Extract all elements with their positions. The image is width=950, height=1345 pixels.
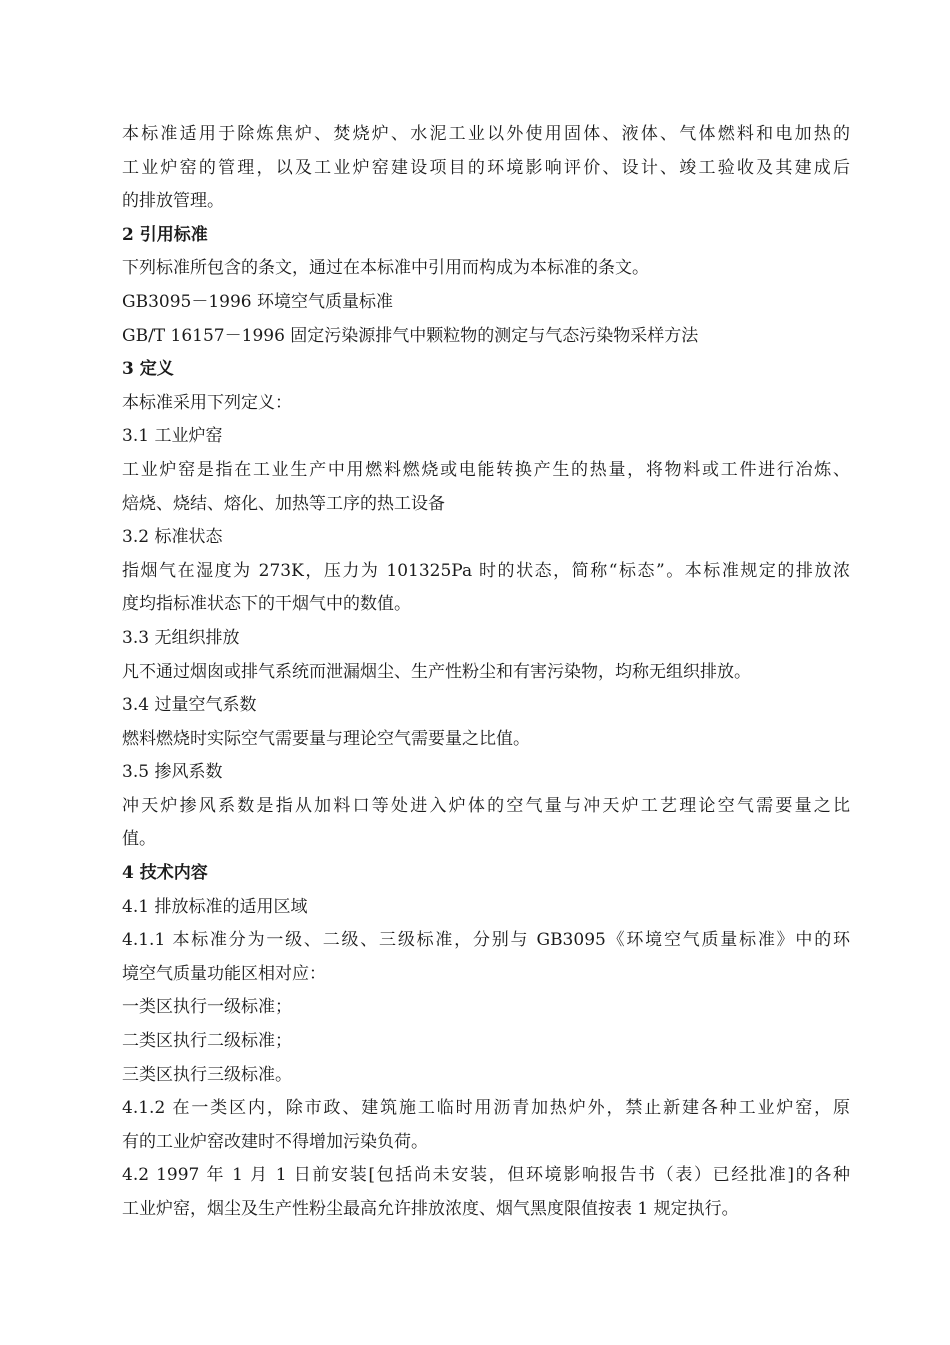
paragraph-line: 本标准采用下列定义： — [122, 392, 292, 413]
paragraph-line: 4.1.2 在一类区内，除市政、建筑施工临时用沥青加热炉外，禁止新建各种工业炉窑，原 — [122, 1098, 850, 1119]
paragraph-line: 的排放管理。 — [122, 191, 224, 212]
paragraph-line: 4.1.1 本标准分为一级、二级、三级标准，分别与 GB3095《环境空气质量标准》中的环 — [122, 930, 850, 951]
paragraph-line: 下列标准所包含的条文，通过在本标准中引用而构成为本标准的条文。 — [122, 258, 649, 279]
paragraph-line: 境空气质量功能区相对应： — [122, 963, 326, 984]
paragraph-line: 本标准适用于除炼焦炉、焚烧炉、水泥工业以外使用固体、液体、气体燃料和电加热的 — [122, 124, 850, 144]
paragraph-line: 焙烧、烧结、熔化、加热等工序的热工设备 — [122, 493, 445, 514]
paragraph-line: 燃料燃烧时实际空气需要量与理论空气需要量之比值。 — [122, 728, 530, 749]
subsection-heading: 3.3 无组织排放 — [122, 627, 240, 648]
paragraph-line: 指烟气在湿度为 273K，压力为 101325Pa 时的状态，简称“标态”。本标准规定的排放浓 — [122, 560, 850, 581]
paragraph-line: 4.2 1997 年 1 月 1 日前安装[包括尚未安装，但环境影响报告书（表）已经批准]的各种 — [122, 1165, 850, 1186]
subsection-heading: 4.1 排放标准的适用区域 — [122, 896, 308, 917]
section-heading-3: 3 定义 — [122, 359, 174, 380]
section-heading-2: 2 引用标准 — [122, 224, 208, 245]
paragraph-line: 工业炉窑的管理，以及工业炉窑建设项目的环境影响评价、设计、竣工验收及其建成后 — [122, 157, 850, 178]
paragraph-line: 工业炉窑，烟尘及生产性粉尘最高允许排放浓度、烟气黑度限值按表 1 规定执行。 — [122, 1199, 739, 1219]
list-item: 三类区执行三级标准。 — [122, 1064, 292, 1085]
paragraph-line: 冲天炉掺风系数是指从加料口等处进入炉体的空气量与冲天炉工艺理论空气需要量之比 — [122, 795, 850, 816]
subsection-heading: 3.1 工业炉窑 — [122, 426, 223, 447]
section-heading-4: 4 技术内容 — [122, 863, 208, 884]
paragraph-line: 工业炉窑是指在工业生产中用燃料燃烧或电能转换产生的热量，将物料或工件进行冶炼、 — [122, 459, 850, 480]
subsection-heading: 3.5 掺风系数 — [122, 762, 223, 783]
list-item: 一类区执行一级标准； — [122, 997, 292, 1018]
paragraph-line: 有的工业炉窑改建时不得增加污染负荷。 — [122, 1131, 428, 1152]
paragraph-line: 度均指标准状态下的干烟气中的数值。 — [122, 594, 411, 615]
reference-item: GB3095－1996 环境空气质量标准 — [122, 291, 394, 312]
paragraph-line: 凡不通过烟囱或排气系统而泄漏烟尘、生产性粉尘和有害污染物，均称无组织排放。 — [122, 661, 751, 682]
subsection-heading: 3.4 过量空气系数 — [122, 695, 257, 716]
subsection-heading: 3.2 标准状态 — [122, 527, 223, 548]
reference-item: GB/T 16157－1996 固定污染源排气中颗粒物的测定与气态污染物采样方法 — [122, 325, 699, 346]
paragraph-line: 值。 — [122, 829, 156, 850]
document-page — [122, 118, 850, 1227]
list-item: 二类区执行二级标准； — [122, 1031, 292, 1052]
